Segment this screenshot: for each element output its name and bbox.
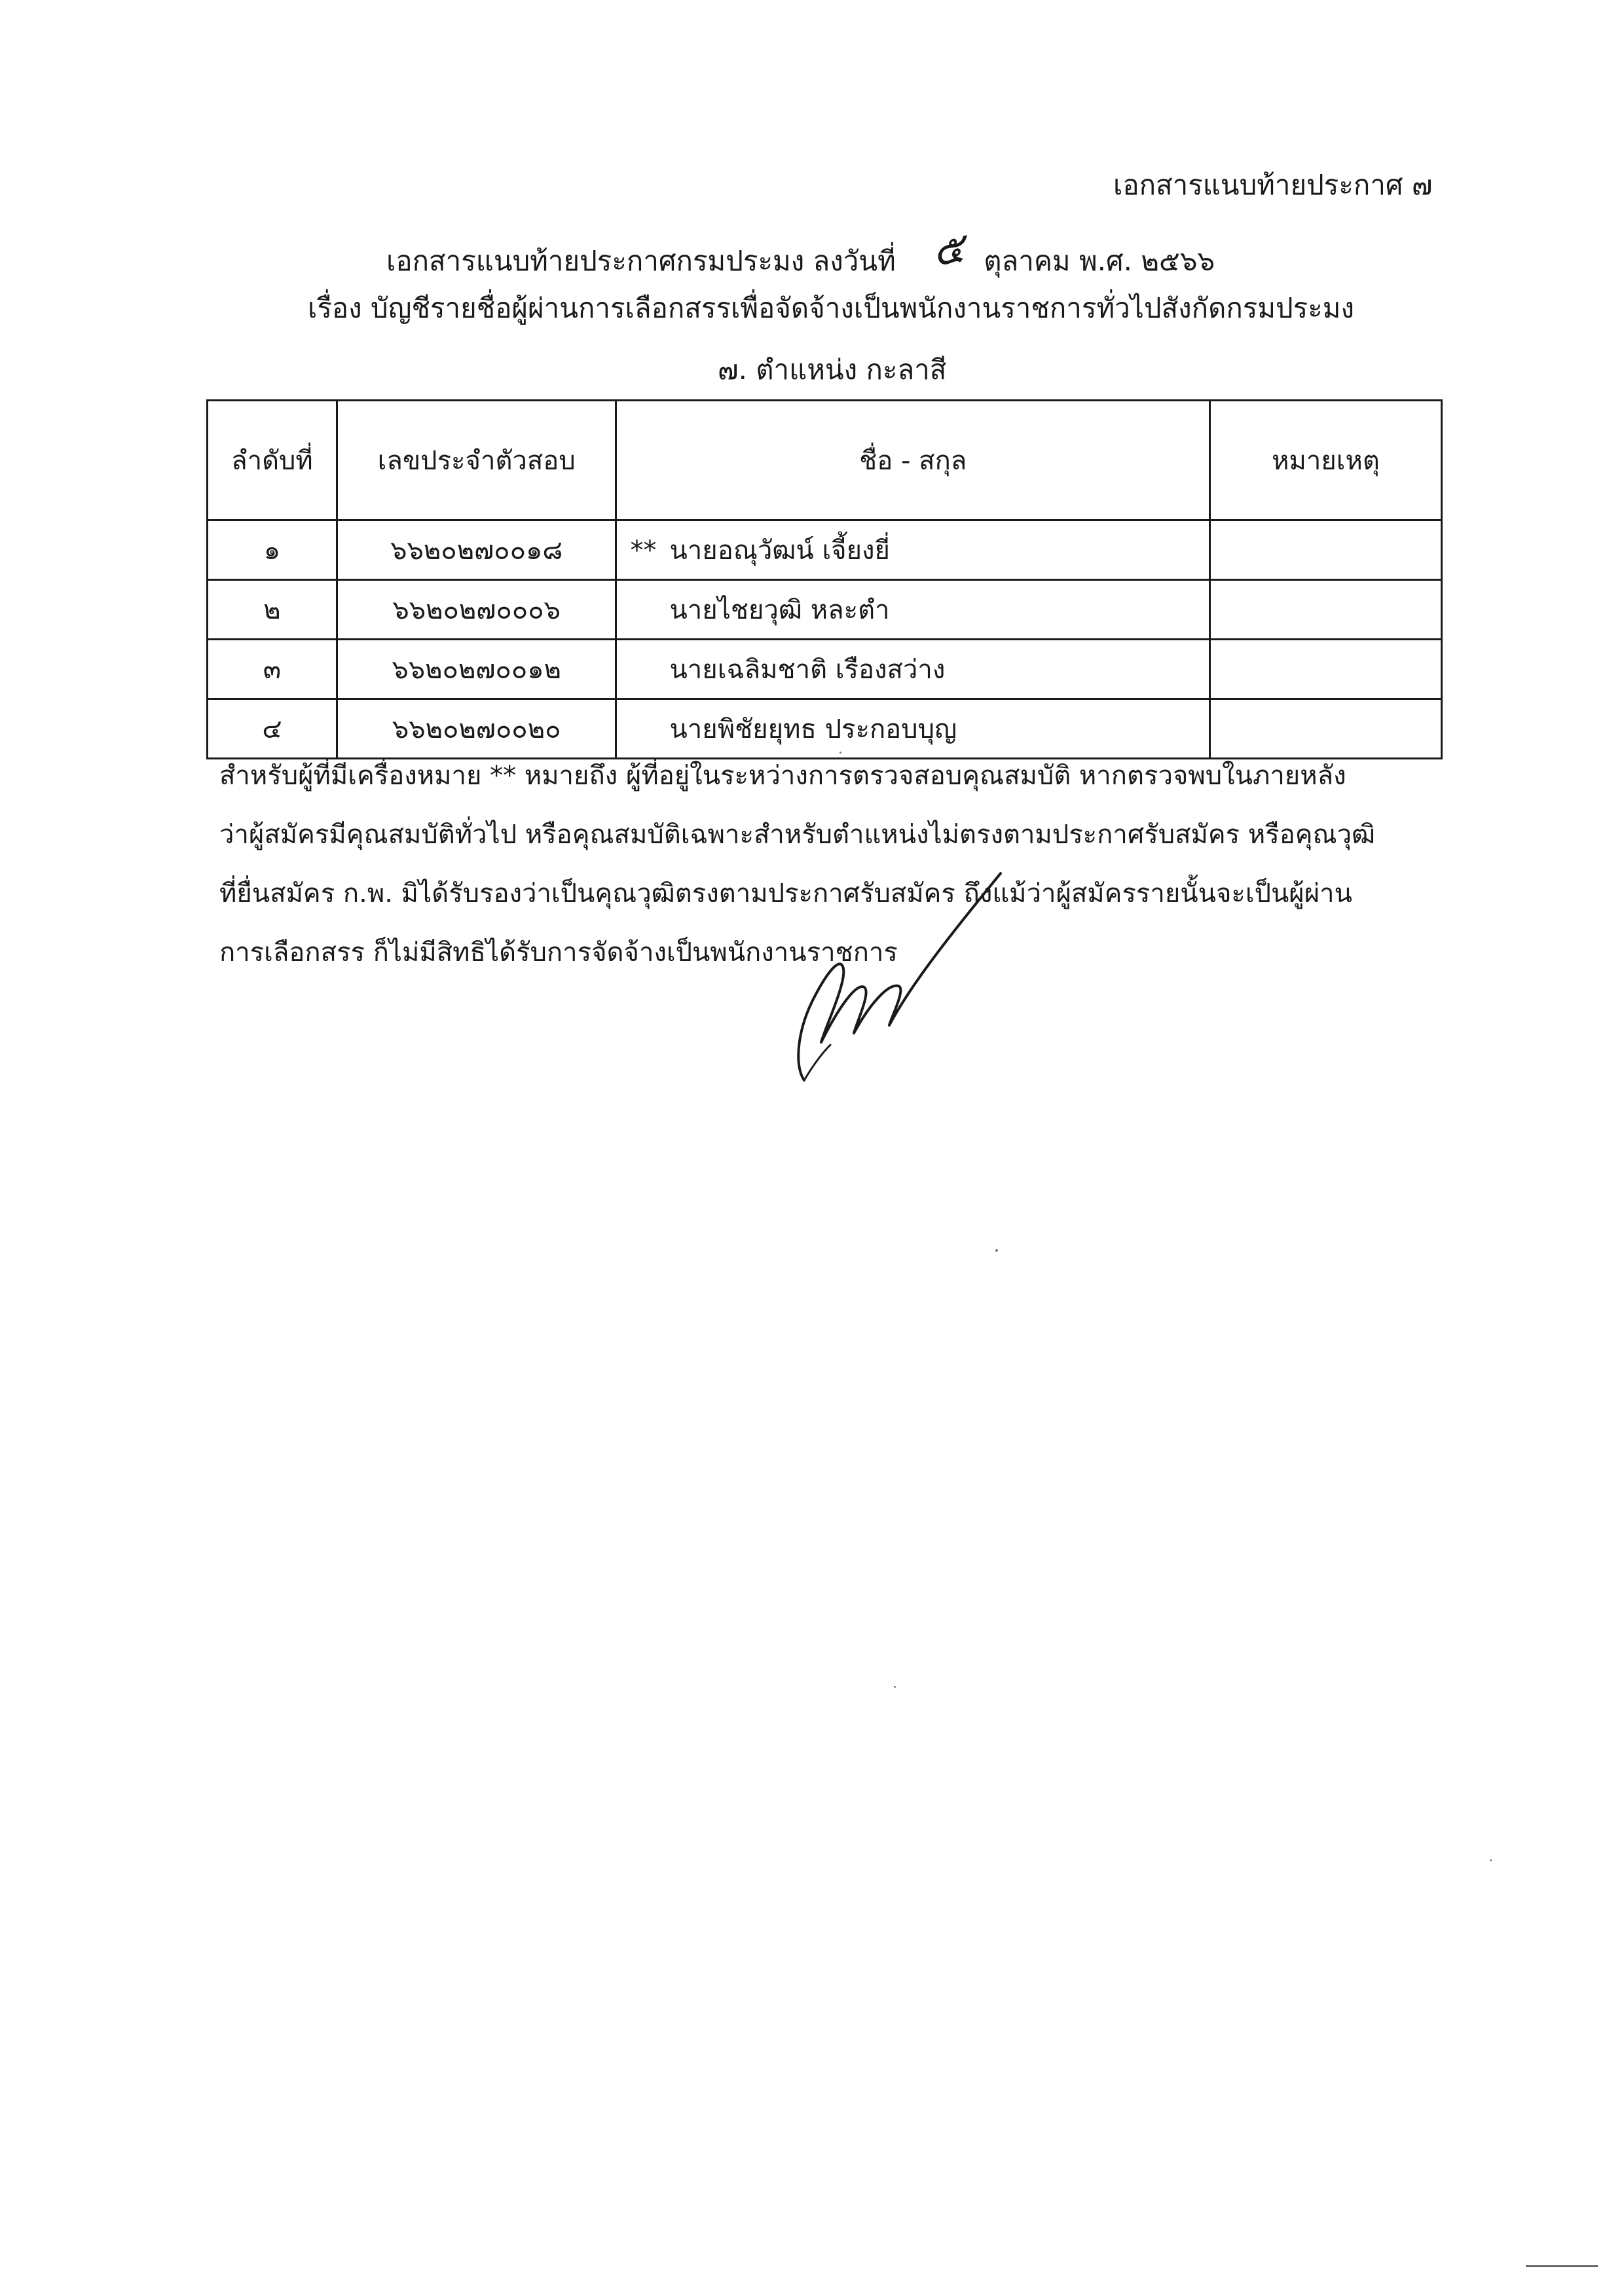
row-mark: ** [630, 536, 657, 566]
heading-prefix: เอกสารแนบท้ายประกาศกรมประมง ลงวันที่ [386, 245, 896, 277]
row-name-cell [616, 520, 1210, 580]
footnote-line: การเลือกสรร ก็ไม่มีสิทธิได้รับการจัดจ้างเป็นพนักงานราชการ [219, 938, 898, 968]
scan-speck [840, 752, 841, 754]
row-exam-id: ๖๖๒๐๒๗๐๐๑๘ [337, 520, 616, 580]
row-no: ๓ [208, 640, 337, 699]
footnote-line: ที่ยื่นสมัคร ก.พ. มิได้รับรองว่าเป็นคุณวุฒิตรงตามประกาศรับสมัคร ถึงแม้ว่าผู้สมัครรายนั้นจะเป็นผู้ผ่าน [219, 879, 1352, 909]
annex-label: เอกสารแนบท้ายประกาศ ๗ [1113, 169, 1433, 201]
row-name-cell [616, 640, 1210, 699]
footnote-line: ว่าผู้สมัครมีคุณสมบัติทั่วไป หรือคุณสมบัติเฉพาะสำหรับตำแหน่งไม่ตรงตามประกาศรับสมัคร หรือคุณวุฒิ [219, 820, 1376, 850]
row-remark [1210, 580, 1442, 640]
heading-month-year: ตุลาคม พ.ศ. ๒๕๖๖ [984, 245, 1215, 277]
position-title: ๗. ตำแหน่ง กะลาสี [718, 354, 947, 386]
scan-speck [1490, 1859, 1492, 1861]
row-remark [1210, 640, 1442, 699]
row-name-cell [616, 580, 1210, 640]
row-name: นายไชยวุฒิ หละตำ [669, 595, 890, 625]
table-row [208, 640, 1442, 699]
row-no: ๒ [208, 580, 337, 640]
table-row [208, 520, 1442, 580]
footnote-line: สำหรับผู้ที่มีเครื่องหมาย ** หมายถึง ผู้ที่อยู่ในระหว่างการตรวจสอบคุณสมบัติ หากตรวจพบในภายหลัง [219, 761, 1346, 791]
scan-speck [995, 1249, 998, 1252]
announcement-heading [386, 223, 1215, 289]
header-remark: หมายเหตุ [1210, 401, 1442, 520]
scan-edge-line [1526, 2265, 1598, 2267]
row-remark [1210, 520, 1442, 580]
handwritten-day: ๕ [929, 223, 968, 277]
signature-mark [792, 871, 1002, 1087]
row-name: นายเฉลิมชาติ เรืองสว่าง [669, 655, 946, 685]
header-exam-id: เลขประจำตัวสอบ [337, 401, 616, 520]
row-exam-id: ๖๖๒๐๒๗๐๐๐๖ [337, 580, 616, 640]
row-exam-id: ๖๖๒๐๒๗๐๐๑๒ [337, 640, 616, 699]
scan-speck [894, 1686, 896, 1688]
subject-line: เรื่อง บัญชีรายชื่อผู้ผ่านการเลือกสรรเพื่อจัดจ้างเป็นพนักงานราชการทั่วไปสังกัดกรมประมง [308, 292, 1354, 324]
row-no: ๑ [208, 520, 337, 580]
table-row [208, 580, 1442, 640]
row-name: นายอณุวัฒน์ เจี้ยงยี่ [669, 536, 890, 566]
candidate-table [206, 399, 1443, 759]
header-no: ลำดับที่ [208, 401, 337, 520]
table-header-row [208, 401, 1442, 520]
row-no: ๔ [208, 699, 337, 759]
row-exam-id: ๖๖๒๐๒๗๐๐๒๐ [337, 699, 616, 759]
header-name: ชื่อ - สกุล [616, 401, 1210, 520]
row-name: นายพิชัยยุทธ ประกอบบุญ [669, 714, 957, 744]
